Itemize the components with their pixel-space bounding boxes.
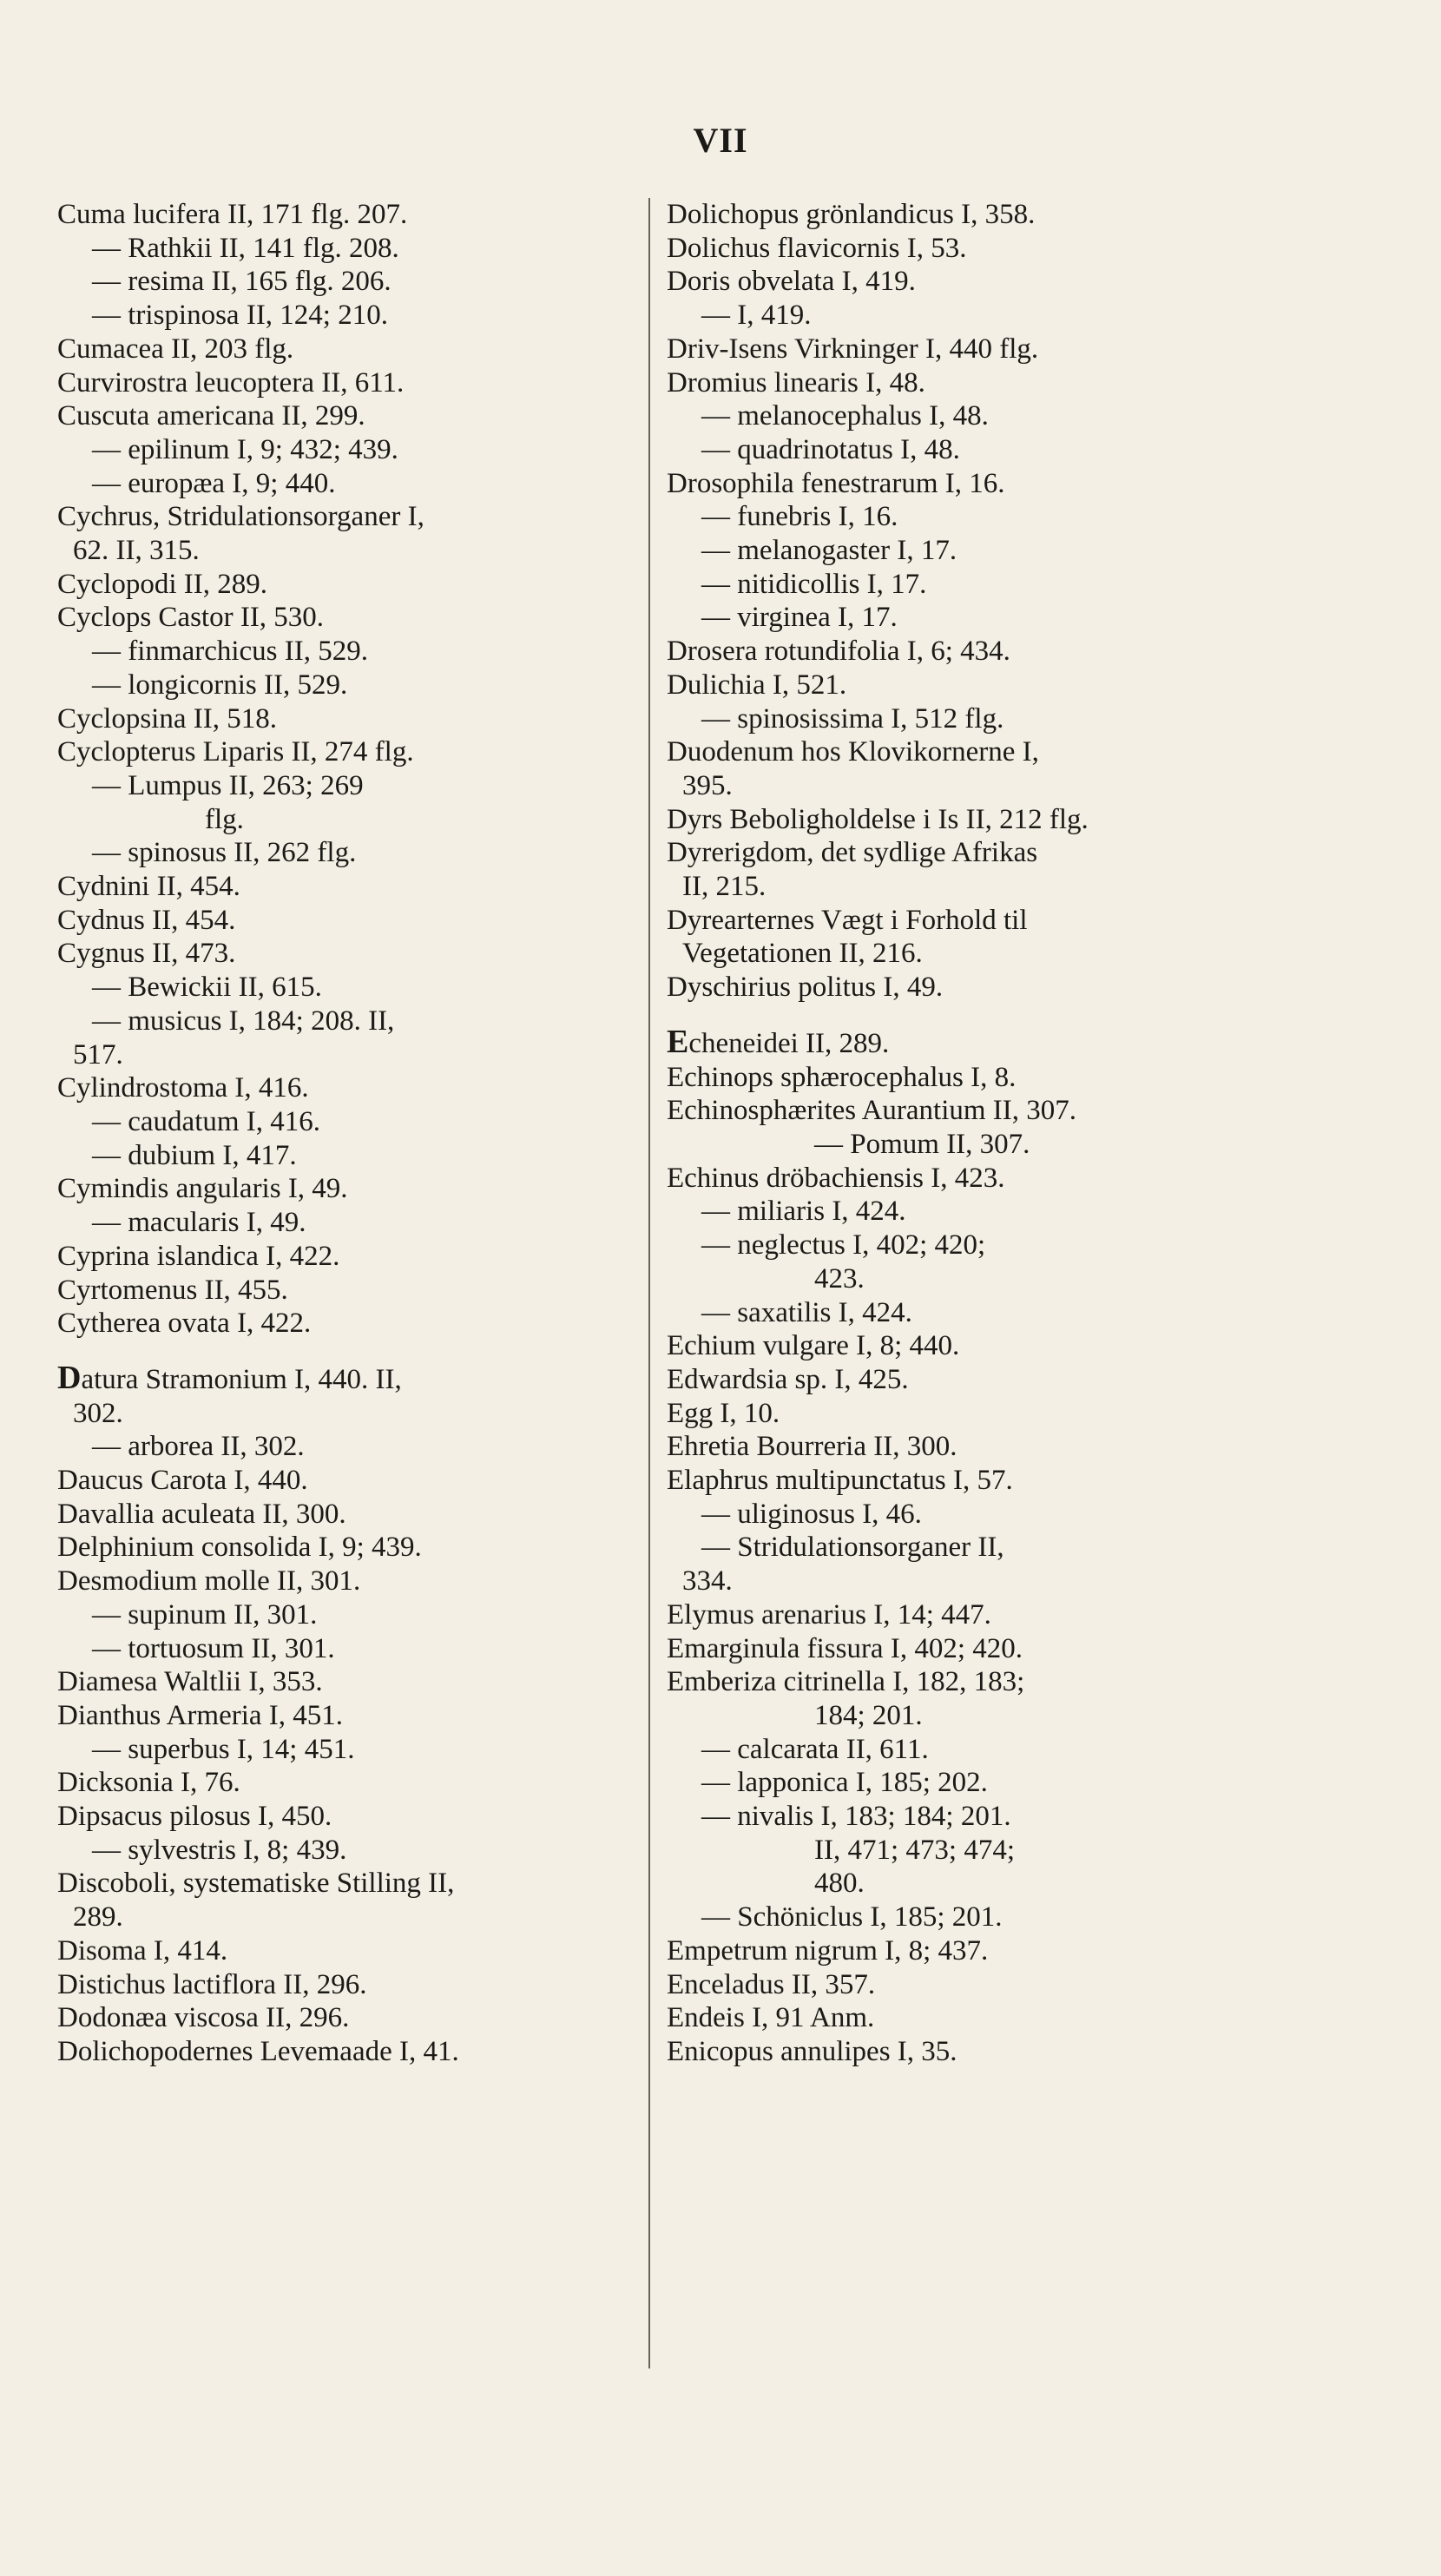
index-entry: — miliaris I, 424.: [701, 1196, 906, 1228]
index-entry: Desmodium molle II, 301.: [57, 1565, 361, 1598]
index-entry: Cygnus II, 473.: [57, 938, 236, 970]
index-entry: II, 471; 473; 474;: [814, 1834, 1015, 1866]
index-entry: — spinosissima I, 512 flg.: [701, 702, 1004, 735]
index-entry: — longicornis II, 529.: [92, 669, 348, 701]
index-entry: 302.: [73, 1397, 123, 1429]
index-entry: Echium vulgare I, 8; 440.: [667, 1330, 960, 1362]
index-entry: — virginea I, 17.: [701, 602, 898, 634]
index-entry: II, 215.: [682, 871, 767, 903]
index-entry: Dyrerigdom, det sydlige Afrikas: [667, 837, 1038, 869]
index-entry: — tortuosum II, 301.: [92, 1632, 335, 1664]
index-entry: Cytherea ovata I, 422.: [57, 1308, 312, 1340]
page-number: VII: [693, 121, 748, 160]
index-entry: Cymindis angularis I, 49.: [57, 1173, 348, 1205]
index-entry: — Schöniclus I, 185; 201.: [701, 1901, 1003, 1934]
index-entry: Discoboli, systematiske Stilling II,: [57, 1868, 455, 1900]
index-entry: Dolichopodernes Levemaade I, 41.: [57, 2035, 459, 2067]
index-entry: — caudatum I, 416.: [92, 1105, 321, 1137]
index-entry: Cyclops Castor II, 530.: [57, 602, 325, 634]
index-entry: — trispinosa II, 124; 210.: [92, 300, 388, 332]
index-entry: Dromius linearis I, 48.: [667, 366, 925, 399]
index-entry: Cyclopterus Liparis II, 274 flg.: [57, 736, 414, 768]
index-entry: Cyprina islandica I, 422.: [57, 1240, 340, 1272]
index-entry: Dipsacus pilosus I, 450.: [57, 1801, 332, 1833]
index-entry: Enicopus annulipes I, 35.: [667, 2035, 957, 2067]
index-entry: Echeneidei II, 289.: [667, 1023, 890, 1060]
index-entry: — superbus I, 14; 451.: [92, 1733, 355, 1765]
index-entry: Daucus Carota I, 440.: [57, 1465, 308, 1497]
index-entry: — finmarchicus II, 529.: [92, 636, 368, 668]
index-entry: Dyschirius politus I, 49.: [667, 972, 944, 1004]
index-entry: — neglectus I, 402; 420;: [701, 1229, 986, 1262]
index-entry: Elaphrus multipunctatus I, 57.: [667, 1465, 1013, 1497]
index-entry: Disoma I, 414.: [57, 1934, 228, 1967]
index-entry: Dyrs Beboligholdelse i Is II, 212 flg.: [667, 803, 1089, 835]
index-entry: — lapponica I, 185; 202.: [701, 1767, 988, 1799]
index-entry: — Pomum II, 307.: [814, 1128, 1030, 1160]
index-entry: — resima II, 165 flg. 206.: [92, 266, 392, 298]
index-entry: Duodenum hos Klovikornerne I,: [667, 736, 1039, 768]
index-entry: Dyrearternes Vægt i Forhold til: [667, 904, 1028, 936]
index-entry: Vegetationen II, 216.: [682, 938, 923, 970]
index-entry: — musicus I, 184; 208. II,: [92, 1005, 395, 1037]
index-entry: — sylvestris I, 8; 439.: [92, 1834, 347, 1866]
index-entry: Delphinium consolida I, 9; 439.: [57, 1532, 422, 1564]
index-entry: Davallia aculeata II, 300.: [57, 1498, 346, 1530]
index-entry: Dicksonia I, 76.: [57, 1767, 240, 1799]
index-entry: Elymus arenarius I, 14; 447.: [667, 1598, 991, 1631]
index-entry: — europæa I, 9; 440.: [92, 467, 336, 499]
index-entry: Endeis I, 91 Anm.: [667, 2002, 875, 2034]
index-entry: — melanogaster I, 17.: [701, 535, 957, 567]
index-entry: — quadrinotatus I, 48.: [701, 433, 960, 465]
index-entry: — Rathkii II, 141 flg. 208.: [92, 232, 399, 264]
index-entry: Echinops sphærocephalus I, 8.: [667, 1061, 1017, 1093]
index-entry: Echinus dröbachiensis I, 423.: [667, 1162, 1005, 1194]
index-entry: Empetrum nigrum I, 8; 437.: [667, 1934, 989, 1967]
index-entry: — melanocephalus I, 48.: [701, 400, 989, 432]
index-entry: — macularis I, 49.: [92, 1207, 306, 1239]
index-entry: 62. II, 315.: [73, 535, 200, 567]
index-entry: — epilinum I, 9; 432; 439.: [92, 433, 398, 465]
index-entry: Cydnus II, 454.: [57, 904, 236, 936]
index-entry: Driv-Isens Virkninger I, 440 flg.: [667, 333, 1039, 365]
index-entry: — Lumpus II, 263; 269: [92, 769, 364, 801]
index-entry: 184; 201.: [814, 1699, 923, 1731]
index-entry: — saxatilis I, 424.: [701, 1296, 912, 1328]
index-entry: Cuscuta americana II, 299.: [57, 400, 365, 432]
index-entry: — arborea II, 302.: [92, 1431, 305, 1463]
index-entry: Cyclopsina II, 518.: [57, 702, 277, 735]
index-entry: 334.: [682, 1565, 733, 1598]
index-entry: Cyclopodi II, 289.: [57, 568, 267, 600]
index-entry: Cuma lucifera II, 171 flg. 207.: [57, 199, 408, 230]
index-entry: — Bewickii II, 615.: [92, 972, 322, 1004]
index-entry: Dolichus flavicornis I, 53.: [667, 232, 967, 264]
index-entry: — Stridulationsorganer II,: [701, 1532, 1004, 1564]
index-entry: Doris obvelata I, 419.: [667, 266, 916, 298]
index-entry: flg.: [205, 803, 244, 835]
index-entry: Dianthus Armeria I, 451.: [57, 1699, 344, 1731]
index-entry: — dubium I, 417.: [92, 1139, 297, 1171]
index-entry: Cumacea II, 203 flg.: [57, 333, 294, 365]
index-entry: — I, 419.: [701, 300, 812, 332]
index-entry: — supinum II, 301.: [92, 1598, 318, 1631]
index-entry: — funebris I, 16.: [701, 501, 898, 533]
index-entry: Curvirostra leucoptera II, 611.: [57, 366, 405, 399]
index-entry: Enceladus II, 357.: [667, 1968, 876, 2000]
index-entry: Diamesa Waltlii I, 353.: [57, 1666, 323, 1698]
index-entry: — nivalis I, 183; 184; 201.: [701, 1801, 1011, 1833]
index-entry: Echinosphærites Aurantium II, 307.: [667, 1095, 1077, 1127]
index-column-right: [667, 198, 1292, 2069]
index-entry: 517.: [73, 1038, 123, 1071]
index-entry: 423.: [814, 1262, 865, 1295]
index-entry: Emberiza citrinella I, 182, 183;: [667, 1666, 1025, 1698]
index-entry: Cylindrostoma I, 416.: [57, 1072, 309, 1104]
index-entry: Drosophila fenestrarum I, 16.: [667, 467, 1005, 499]
index-entry: Edwardsia sp. I, 425.: [667, 1363, 909, 1395]
index-entry: — spinosus II, 262 flg.: [92, 837, 357, 869]
index-entry: Datura Stramonium I, 440. II,: [57, 1359, 402, 1396]
index-column-left: [57, 198, 626, 2069]
index-entry: Dulichia I, 521.: [667, 669, 847, 701]
index-entry: Cydnini II, 454.: [57, 871, 240, 903]
index-entry: 395.: [682, 769, 733, 801]
index-entry: Distichus lactiflora II, 296.: [57, 1968, 367, 2000]
index-entry: Cyrtomenus II, 455.: [57, 1274, 288, 1306]
index-entry: Cychrus, Stridulationsorganer I,: [57, 501, 424, 533]
index-entry: — calcarata II, 611.: [701, 1733, 929, 1765]
index-entry: Ehretia Bourreria II, 300.: [667, 1431, 957, 1463]
index-entry: Egg I, 10.: [667, 1397, 780, 1429]
index-entry: Emarginula fissura I, 402; 420.: [667, 1632, 1023, 1664]
index-entry: — uliginosus I, 46.: [701, 1498, 922, 1530]
index-entry: Dolichopus grönlandicus I, 358.: [667, 199, 1036, 230]
index-entry: Dodonæa viscosa II, 296.: [57, 2002, 350, 2034]
index-entry: — nitidicollis I, 17.: [701, 568, 927, 600]
index-entry: 480.: [814, 1868, 865, 1900]
index-entry: 289.: [73, 1901, 123, 1934]
column-divider: [648, 198, 650, 2368]
index-entry: Drosera rotundifolia I, 6; 434.: [667, 636, 1010, 668]
